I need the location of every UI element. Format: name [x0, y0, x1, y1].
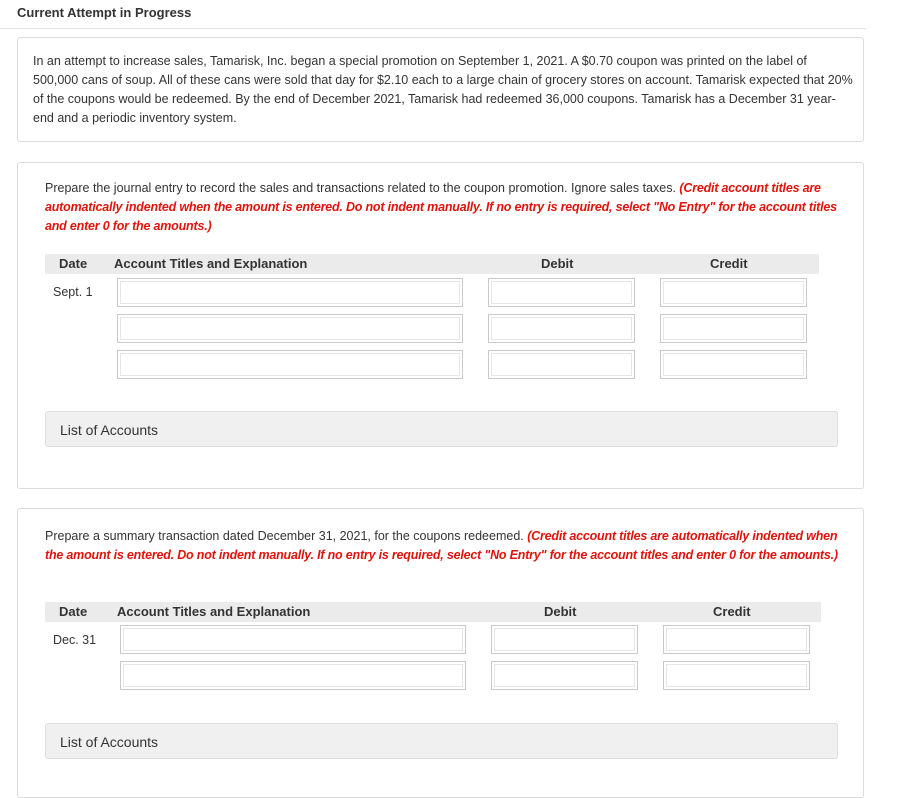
part2-instruction: Prepare a summary transaction dated December 31, 2021, for the coupons redeemed.	[45, 529, 528, 543]
part2-date: Dec. 31	[53, 633, 97, 647]
header-divider	[0, 28, 866, 29]
problem-text: In an attempt to increase sales, Tamarisk, Inc. began a special promotion on September 1, 2021. A $0.70 coupon was printed on the label of 500,000 cans of soup. All of these cans were sold that day for $2.10 each to a large chain of grocery stores on account. Tamarisk expected that 20% of the coupons would be redeemed. By the end of December 2021, Tamarisk had redeemed 36,000 coupons. Tamarisk has a December 31 year-end and a periodic inventory system.	[33, 54, 853, 125]
part1-date: Sept. 1	[53, 285, 93, 299]
part2-prompt	[45, 527, 840, 565]
part2-col-debit: Debit	[544, 604, 577, 619]
part1-row1-debit-input[interactable]	[488, 278, 635, 307]
part2-col-date: Date	[59, 604, 88, 619]
part1-col-account: Account Titles and Explanation	[114, 256, 308, 271]
attempt-header: Current Attempt in Progress	[17, 5, 192, 20]
part2-col-credit: Credit	[713, 604, 751, 619]
journal-entry-panel-1	[17, 162, 864, 489]
part2-table-header	[45, 602, 821, 622]
part1-row1-account-input[interactable]	[117, 278, 463, 307]
part1-row2-credit-input[interactable]	[660, 314, 807, 343]
part2-row1-debit-input[interactable]	[491, 625, 638, 654]
journal-entry-panel-2	[17, 508, 864, 798]
part1-row3-debit-input[interactable]	[488, 350, 635, 379]
part1-col-debit: Debit	[541, 256, 574, 271]
problem-panel	[17, 37, 864, 142]
part1-instruction: Prepare the journal entry to record the sales and transactions related to the coupon promotion. Ignore sales taxes.	[45, 181, 680, 195]
part2-row1-account-input[interactable]	[120, 625, 466, 654]
part2-row2-credit-input[interactable]	[663, 661, 810, 690]
part1-row2-account-input[interactable]	[117, 314, 463, 343]
part1-row3-credit-input[interactable]	[660, 350, 807, 379]
part1-col-credit: Credit	[710, 256, 748, 271]
part1-row1-credit-input[interactable]	[660, 278, 807, 307]
part1-table-header	[45, 254, 819, 274]
part2-row2-account-input[interactable]	[120, 661, 466, 690]
part1-row3-account-input[interactable]	[117, 350, 463, 379]
part2-row1-credit-input[interactable]	[663, 625, 810, 654]
part1-list-of-accounts-button[interactable]	[45, 411, 838, 447]
part1-col-date: Date	[59, 256, 88, 271]
part1-row2-debit-input[interactable]	[488, 314, 635, 343]
part2-note: (Credit account titles are automatically indented when the amount is entered. Do not indent manually. If no entry is required, select "No Entry" for the account titles and enter 0 for the amounts.)	[45, 529, 838, 562]
part2-list-of-accounts-button[interactable]	[45, 723, 838, 759]
part1-list-of-accounts-label: List of Accounts	[60, 422, 159, 438]
part2-row2-debit-input[interactable]	[491, 661, 638, 690]
part2-list-of-accounts-label: List of Accounts	[60, 734, 159, 750]
part1-note: (Credit account titles are automatically indented when the amount is entered. Do not indent manually. If no entry is required, select "No Entry" for the account titles and enter 0 for the amounts.)	[45, 181, 837, 233]
part1-prompt	[45, 179, 840, 236]
part2-col-account: Account Titles and Explanation	[117, 604, 311, 619]
